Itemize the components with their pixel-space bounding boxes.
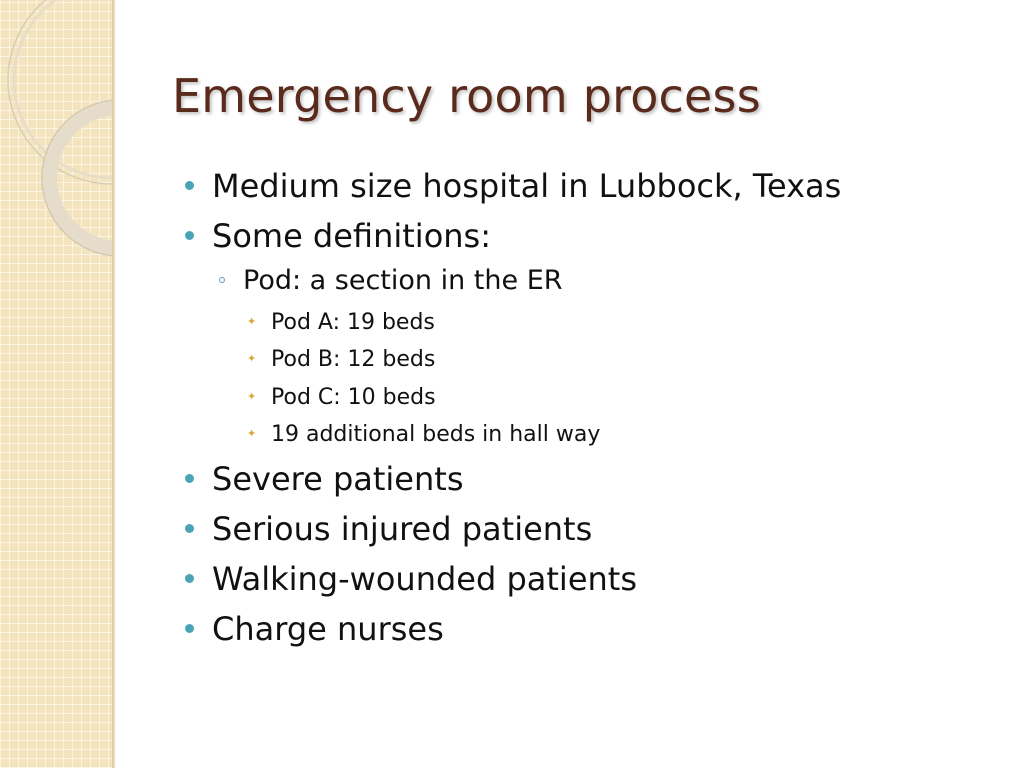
sub-sub-bullet-item: 19 additional beds in hall way bbox=[271, 422, 601, 447]
bullet-dot-icon bbox=[185, 574, 194, 583]
bullet-item: Walking-wounded patients bbox=[212, 560, 637, 598]
slide-title: Emergency room process bbox=[172, 69, 761, 123]
bullet-dot-icon bbox=[185, 474, 194, 483]
bullet-item: Charge nurses bbox=[212, 610, 444, 648]
sub-bullet-item: Pod: a section in the ER bbox=[243, 265, 563, 296]
bullet-item: Some definitions: bbox=[212, 217, 491, 255]
bullet-dot-icon bbox=[185, 181, 194, 190]
bullet-star-icon: ✦ bbox=[247, 428, 257, 440]
bullet-item: Serious injured patients bbox=[212, 510, 593, 548]
bullet-dot-icon bbox=[185, 231, 194, 240]
bullet-star-icon: ✦ bbox=[247, 391, 257, 403]
bullet-dot-icon bbox=[185, 524, 194, 533]
bullet-ring-icon bbox=[219, 277, 225, 283]
sub-sub-bullet-item: Pod C: 10 beds bbox=[271, 385, 436, 410]
bullet-dot-icon bbox=[185, 624, 194, 633]
bullet-item: Medium size hospital in Lubbock, Texas bbox=[212, 167, 842, 205]
bullet-item: Severe patients bbox=[212, 460, 464, 498]
sub-sub-bullet-item: Pod A: 19 beds bbox=[271, 310, 435, 335]
sub-sub-bullet-item: Pod B: 12 beds bbox=[271, 347, 436, 372]
bullet-star-icon: ✦ bbox=[247, 316, 257, 328]
bullet-star-icon: ✦ bbox=[247, 353, 257, 365]
